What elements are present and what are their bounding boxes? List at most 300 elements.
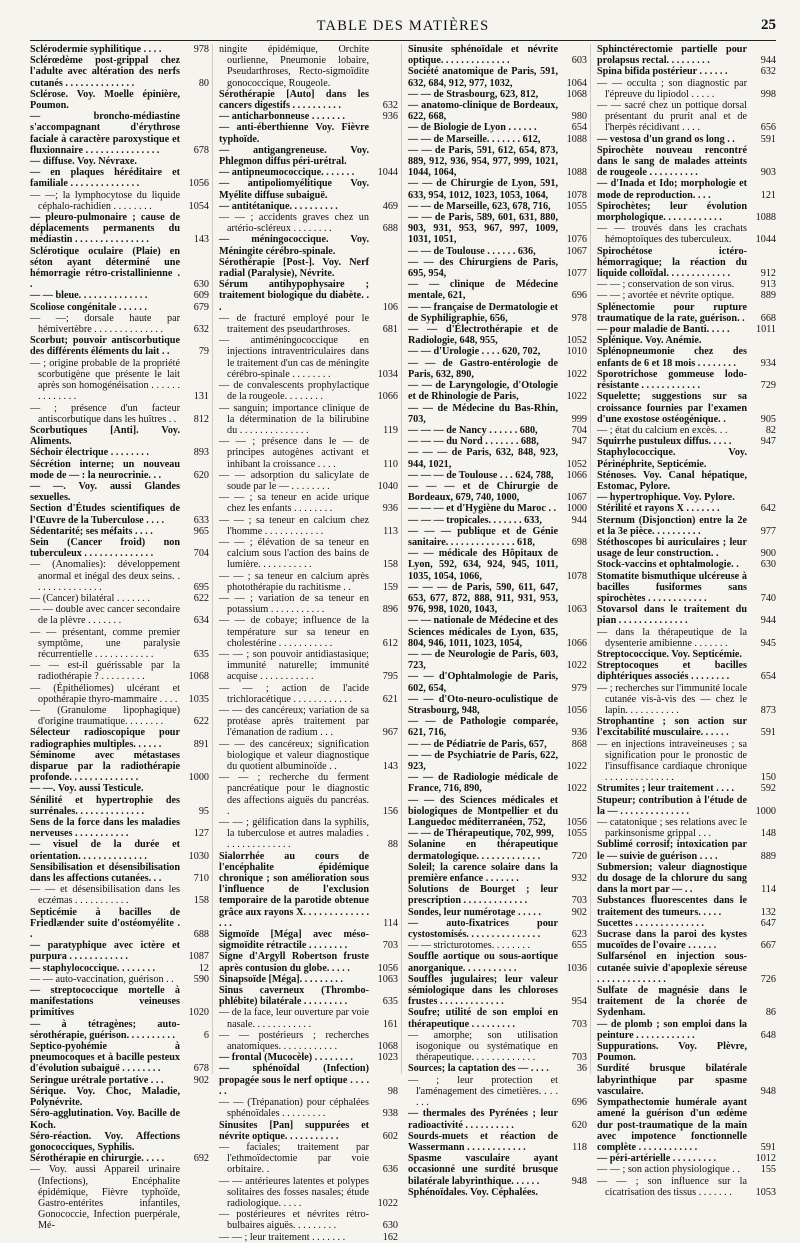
entry-page-ref: 893	[193, 447, 209, 459]
entry-page-ref: 622	[193, 716, 209, 728]
entry-text: — — de Neurologie de Paris, 603, 723,	[408, 648, 558, 672]
entry-page-ref: 938	[382, 1108, 398, 1120]
entry-text: — — ; son influence sur la cicatrisation des tissus . . . . . . .	[597, 1175, 747, 1198]
index-entry	[597, 201, 776, 223]
entry-text: Séchoir électrique . . . . . . . .	[30, 447, 149, 459]
index-entry	[597, 246, 776, 280]
index-entry	[408, 212, 587, 246]
entry-text: Sélecteur radioscopique pour radiographies multiples. . . . . .	[30, 727, 180, 750]
index-entry	[30, 481, 209, 503]
entry-text: — — de Chirurgie de Lyon, 591, 633, 954, 1012, 1023, 1053, 1064,	[408, 178, 558, 201]
entry-text: Sphénoïdales. Voy. Céphalées.	[408, 1186, 538, 1198]
index-entry	[597, 1019, 776, 1041]
entry-page-ref: 703	[571, 1052, 587, 1064]
index-entry	[597, 985, 776, 1019]
entry-text: Spirochète nouveau rencontré dans le sang de malades atteints de rougeole . . . . . . . . . .	[597, 144, 747, 179]
index-entry	[597, 649, 776, 660]
entry-text: Sialorrhée au cours de l'encéphalite épidémique chronique ; son amélioration sous l'influence de l'exclusion temporaire de la parotide obtenue grâce aux rayons X. . . . . . . . . . . . . . . .	[219, 850, 369, 929]
index-entry	[219, 212, 398, 234]
index-entry	[30, 1108, 209, 1130]
entry-page-ref: 1056	[566, 817, 587, 829]
index-entry	[408, 178, 587, 200]
entry-text: Solutions de Bourget ; leur prescription . . . . . . . . . . . . .	[408, 884, 558, 907]
entry-page-ref: 121	[760, 189, 776, 201]
index-entry	[408, 772, 587, 794]
entry-text: Stupeur; contribution à l'étude de la — . . . . . . . . . . . . . .	[597, 794, 747, 817]
entry-text: — pleuro-pulmonaire ; cause de déplacements permanents du médiastin . . . . . . . . . . . . . . .	[30, 212, 180, 246]
index-column-2	[219, 44, 402, 1243]
index-entry	[30, 190, 209, 212]
index-entry	[219, 335, 398, 380]
entry-page-ref: 900	[760, 548, 776, 560]
entry-text: — de Biologie de Lyon . . . . . .	[408, 122, 537, 134]
entry-page-ref: 654	[571, 122, 587, 134]
index-entry	[597, 929, 776, 951]
entry-page-ref: 88	[387, 839, 398, 851]
entry-page-ref: 999	[571, 413, 587, 425]
entry-page-ref: 591	[760, 727, 776, 739]
entry-text: — — de cobaye; influence de la température sur sa teneur en cholestérine . . . . . . . . . . .	[219, 615, 369, 649]
entry-page-ref: 905	[760, 413, 776, 425]
entry-text: Splénectomie pour rupture traumatique de la rate, guérison. .	[597, 301, 747, 324]
index-entry	[219, 1007, 398, 1029]
entry-text: — faciales; traitement par l'ethmoïdectomie par voie orbitaire. .	[219, 1141, 369, 1176]
entry-page-ref: 947	[760, 436, 776, 448]
entry-page-ref: 155	[760, 1164, 776, 1176]
entry-text: — méningococcique. Voy. Méningite cérébro-spinale.	[219, 234, 369, 257]
entry-text: — visuel de la durée et orientation. . . . . . . . . . . . . .	[30, 839, 180, 862]
index-entry	[219, 974, 398, 985]
entry-text: — antipneumococcique. . . . . . .	[219, 167, 355, 179]
entry-text: — anti-éberthienne Voy. Fièvre typhoïde.	[219, 122, 369, 145]
entry-text: Sulfate de magnésie dans le traitement de la chorée de Sydenham.	[597, 985, 747, 1019]
entry-text: — à tétragènes; auto-sérothérapie, guérison. . . . . . . . . .	[30, 1018, 180, 1041]
index-entry	[30, 1086, 209, 1108]
entry-page-ref: 1000	[566, 503, 587, 515]
entry-text: — ; leur protection et l'aménagement des cimetières. . . . . . .	[408, 1074, 558, 1109]
entry-page-ref: 729	[760, 380, 776, 392]
entry-page-ref: 932	[571, 873, 587, 885]
entry-page-ref: 979	[571, 682, 587, 694]
entry-text: — — des cancéreux; signification biologique et valeur diagnostique du quotient albuminoïde . .	[219, 738, 369, 772]
entry-page-ref: 720	[571, 850, 587, 862]
index-entry	[408, 716, 587, 738]
index-entry	[408, 526, 587, 548]
entry-page-ref: 1022	[566, 368, 587, 380]
entry-text: — — de Gastro-entérologie de Paris, 632, 890,	[408, 357, 558, 380]
index-entry	[597, 839, 776, 861]
index-entry	[597, 279, 776, 290]
entry-text: — péri-artérielle . . . . . . . . .	[597, 1153, 717, 1165]
index-entry	[30, 660, 209, 682]
entry-text: Souffles jugulaires; leur valeur sémiologique dans les chloroses frustes . . . . . . . . . . . . .	[408, 973, 558, 1008]
entry-text: Sources; la captation des — . . . .	[408, 1063, 549, 1075]
entry-text: — streptococcique mortelle à manifestations veineuses primitives	[30, 985, 180, 1019]
index-entry	[219, 649, 398, 683]
entry-page-ref: 127	[193, 828, 209, 840]
entry-text: — — des Sciences médicales et biologiques de Montpellier et du Languedoc méditerranéen, 752,	[408, 794, 558, 829]
index-entry	[597, 436, 776, 447]
index-entry	[219, 615, 398, 649]
index-entry	[219, 111, 398, 122]
index-entry	[30, 459, 209, 481]
entry-page-ref: 630	[760, 559, 776, 571]
entry-text: Submersion; valeur diagnostique du dosage de la chlorure du sang dans la mort par — . .	[597, 861, 747, 896]
entry-text: — — de Laryngologie, d'Otologie et de Rhinologie de Paris,	[408, 380, 558, 403]
entry-page-ref: 688	[193, 929, 209, 941]
entry-text: — thermales des Pyrénées ; leur radioactivité . . . . . . . . . .	[408, 1108, 558, 1131]
entry-page-ref: 947	[571, 436, 587, 448]
entry-page-ref: 159	[382, 581, 398, 593]
index-entry	[30, 683, 209, 705]
entry-text: Scoliose congénitale . . . . . .	[30, 301, 147, 313]
entry-text: Septicémie à bacilles de Friedlænder suite d'ostéomyélite . .	[30, 906, 180, 941]
entry-text: — — de Strasbourg, 623, 812,	[408, 88, 539, 100]
index-entry	[219, 44, 398, 89]
entry-text: Sérothérapie en chirurgie. . . . .	[30, 1153, 165, 1165]
index-entry	[597, 918, 776, 929]
entry-page-ref: 692	[193, 1153, 209, 1165]
entry-text: — — — et de Chirurgie de Bordeaux, 679, 740, 1000,	[408, 480, 558, 504]
entry-text: Sinusites [Pan] suppurées et névrite optique. . . . . . . . . . .	[219, 1119, 369, 1142]
entry-text: Sourds-muets et réaction de Wassermann . . . . . . . . . . . .	[408, 1130, 558, 1153]
entry-text: Splénopneumonie chez des enfants de 6 et 18 mois . . . . . . . .	[597, 346, 747, 369]
entry-page-ref: 609	[193, 290, 209, 302]
entry-text: Seringue urétrale portative . . .	[30, 1074, 164, 1086]
index-entry	[408, 1075, 587, 1109]
index-entry	[30, 559, 209, 593]
index-entry	[219, 380, 398, 402]
entry-page-ref: 79	[198, 346, 209, 358]
index-entry	[30, 156, 209, 167]
entry-page-ref: 1044	[755, 234, 776, 246]
entry-text: Septico-pyohémie à pneumocoques et à bacille pesteux d'évolution subaiguë . . . . . . . .	[30, 1041, 180, 1075]
entry-page-ref: 681	[382, 324, 398, 336]
entry-text: — — de Marseille. . . . . . . 612,	[408, 133, 541, 145]
entry-page-ref: 678	[193, 1063, 209, 1075]
index-column-1	[30, 44, 213, 1232]
entry-page-ref: 156	[382, 805, 398, 817]
entry-text: — — d'Oto-neuro-oculistique de Strasbourg, 948,	[408, 693, 558, 716]
entry-text: — (Épithéliomes) ulcérant et opothérapie thyro-mammaire . . . .	[30, 682, 180, 705]
index-entry	[408, 515, 587, 526]
entry-text: Sigmoïde [Méga] avec méso-sigmoïdite rétractile . . . . . . . .	[219, 929, 369, 952]
entry-text: — — d'Urologie . . . . 620, 702,	[408, 346, 541, 358]
entry-page-ref: 80	[198, 77, 209, 89]
entry-page-ref: 944	[760, 615, 776, 627]
entry-text: — — d'Ophtalmologie de Paris, 602, 654,	[408, 671, 558, 694]
entry-text: — — ; action de l'acide trichloracétique . . . . . . . . . . . .	[219, 682, 369, 705]
index-entry	[597, 895, 776, 917]
index-entry	[30, 1075, 209, 1086]
entry-text: — — — de Toulouse . . . 624, 788,	[408, 469, 554, 481]
index-entry	[597, 134, 776, 145]
index-entry	[219, 313, 398, 335]
entry-text: — — — du Nord . . . . . . . 688,	[408, 436, 539, 448]
entry-text: — — de Médecine du Bas-Rhin, 703,	[408, 402, 558, 425]
entry-text: — — ; sa teneur en calcium chez l'homme . . . . . . . . . . . .	[219, 514, 369, 537]
entry-page-ref: 1055	[566, 200, 587, 212]
entry-page-ref: 1077	[566, 268, 587, 280]
entry-page-ref: 696	[571, 290, 587, 302]
entry-text: — — de Toulouse . . . . . . 636,	[408, 245, 536, 257]
index-entry	[30, 212, 209, 246]
entry-page-ref: 1022	[566, 660, 587, 672]
entry-page-ref: 634	[193, 615, 209, 627]
entry-page-ref: 12	[198, 962, 209, 974]
index-entry	[219, 201, 398, 212]
index-entry	[219, 436, 398, 470]
entry-page-ref: 98	[387, 1085, 398, 1097]
index-entry	[30, 839, 209, 861]
entry-page-ref: 980	[571, 111, 587, 123]
entry-page-ref: 903	[760, 167, 776, 179]
entry-text: — amorphe; son utilisation isogonique ou systématique en thérapeutique. . . . . . . . . . . . .	[408, 1029, 558, 1064]
index-entry	[30, 1019, 209, 1041]
entry-text: — — des cancéreux; variation de sa protéase après traitement par l'émanation de radium . . .	[219, 704, 369, 739]
entry-text: — auto-fixatrices pour cystostomisés. . . . . . . . . . . . . . .	[408, 917, 558, 941]
entry-page-ref: 95	[198, 805, 209, 817]
entry-page-ref: 967	[382, 727, 398, 739]
entry-text: — de plomb ; son emploi dans la peinture . . . . . . . . . . . .	[597, 1018, 747, 1041]
entry-page-ref: 1064	[566, 77, 587, 89]
entry-text: — dans la thérapeutique de la dysenterie amibienne . . . . . . .	[597, 626, 747, 649]
entry-page-ref: 469	[382, 200, 398, 212]
entry-text: — — et désensibilisation dans les eczémas . . . . . . . . . . .	[30, 884, 180, 907]
index-entry	[30, 783, 209, 794]
entry-text: — — ; son pouvoir antidiastasique; immunité naturelle; immunité acquise . . . . . . . . . . .	[219, 648, 369, 683]
entry-text: Sympathectomie humérale ayant amené la guérison d'un œdème dur post-traumatique de la main avec impotence fonctionnelle complète . . . . . . . . . . . .	[597, 1097, 747, 1153]
index-entry	[30, 89, 209, 111]
entry-text: — anticharbonneuse . . . . . . .	[219, 111, 345, 123]
index-entry	[597, 627, 776, 649]
entry-page-ref: 740	[760, 592, 776, 604]
entry-page-ref: 795	[382, 671, 398, 683]
index-entry	[219, 537, 398, 571]
entry-page-ref: 612	[382, 637, 398, 649]
entry-text: Séro-réaction. Voy. Affections gonococciques, Syphilis.	[30, 1130, 180, 1153]
entry-page-ref: 1068	[377, 1041, 398, 1053]
index-entry	[408, 470, 587, 481]
entry-text: Sublimé corrosif; intoxication par le — suivie de guérison . . . .	[597, 839, 747, 862]
entry-text: — — ; élévation de sa teneur en calcium sous l'action des bains de lumière. . . . . . . . . . .	[219, 536, 369, 571]
entry-page-ref: 119	[383, 424, 398, 436]
index-entry	[408, 346, 587, 357]
entry-page-ref: 1044	[377, 167, 398, 179]
index-entry	[597, 739, 776, 784]
entry-page-ref: 161	[382, 1018, 398, 1030]
entry-text: Société anatomique de Paris, 591, 632, 684, 912, 977, 1032,	[408, 66, 558, 89]
entry-text: — — ; sa teneur en calcium après photothérapie du rachitisme . .	[219, 570, 369, 593]
entry-text: — — nationale de Médecine et des Sciences médicales de Lyon, 635, 804, 946, 1011, 1023, 1054,	[408, 615, 558, 649]
index-entry	[597, 492, 776, 503]
index-entry	[597, 302, 776, 324]
entry-text: — catatonique ; ses relations avec le parkinsonisme grippal . . .	[597, 817, 747, 840]
entry-text: — — ; recherche du ferment pancréatique pour le diagnostic des affections aiguës du pancréas. .	[219, 772, 369, 817]
entry-text: — en injections intraveineuses ; sa signification pour le pronostic de l'insuffisance cardiaque chronique . . . . . . . . . . . . . .	[597, 738, 747, 784]
index-entry	[30, 290, 209, 301]
entry-page-ref: 114	[383, 917, 398, 929]
index-entry	[408, 481, 587, 503]
index-entry	[219, 178, 398, 200]
index-entry	[408, 750, 587, 772]
entry-text: Sulfarsénol en injection sous-cutanée suivie d'apoplexie séreuse . . . . . . . . . . . . . .	[597, 951, 747, 985]
entry-text: — paratyphique avec ictère et purpura . . . . . . . . . . . .	[30, 940, 180, 963]
entry-text: Souffle aortique ou sous-aortique anorganique. . . . . . . . . . .	[408, 951, 558, 974]
index-entry	[30, 817, 209, 839]
entry-page-ref: 630	[193, 279, 209, 291]
entry-text: Sternum (Disjonction) entre la 2e et la 3e pièce. . . . . . . . . .	[597, 514, 747, 537]
entry-page-ref: 891	[193, 738, 209, 750]
index-entry	[219, 1142, 398, 1176]
entry-page-ref: 143	[382, 761, 398, 772]
entry-page-ref: 591	[760, 1141, 776, 1153]
entry-page-ref: 936	[571, 727, 587, 739]
entry-text: Sérothérapie [Post-]. Voy. Nerf radial (Paralysie), Névrite.	[219, 256, 369, 280]
entry-text: Signe d'Argyll Robertson fruste après contusion du globe. . . . .	[219, 951, 369, 974]
index-entry	[219, 571, 398, 593]
entry-page-ref: 704	[193, 548, 209, 560]
index-entry	[30, 111, 209, 156]
entry-page-ref: 632	[382, 100, 398, 112]
entry-page-ref: 902	[193, 1074, 209, 1086]
entry-page-ref: 978	[193, 44, 209, 55]
index-entry	[30, 985, 209, 1019]
entry-text: — — sacré chez un pottique dorsal présentant du prurit anal et de l'herpès récidivant . . . .	[597, 100, 747, 134]
index-entry	[408, 918, 587, 940]
entry-page-ref: 1078	[566, 189, 587, 201]
index-entry	[408, 122, 587, 133]
entry-text: Streptococcique. Voy. Septicémie.	[597, 648, 742, 660]
entry-page-ref: 1022	[566, 783, 587, 795]
index-entry	[408, 279, 587, 301]
entry-text: — — de Paris, 591, 612, 654, 873, 889, 912, 936, 954, 977, 999, 1021, 1044, 1064,	[408, 144, 558, 179]
entry-text: — — occulta ; son diagnostic par l'épreuve du lipiodol . . . . .	[597, 77, 747, 100]
entry-page-ref: 602	[382, 1130, 398, 1142]
index-entry	[408, 951, 587, 973]
entry-text: — — d'Électrothérapie et de Radiologie, 648, 955,	[408, 324, 558, 347]
entry-text: Substances fluorescentes dans le traitement des tumeurs. . . . .	[597, 895, 747, 918]
index-entry	[597, 290, 776, 301]
entry-text: Soufre; utilité de son emploi en thérapeutique . . . . . . . . .	[408, 1007, 558, 1030]
index-entry	[219, 257, 398, 279]
entry-page-ref: 635	[193, 648, 209, 660]
entry-text: — (Anomalies): développement anormal et inégal des deux seins. . . . . . . . . . . . . . .	[30, 559, 180, 593]
entry-text: — —; dorsale haute par hémivertèbre . . . . . . . . . . . . . .	[30, 312, 180, 336]
index-entry	[30, 627, 209, 661]
index-entry	[30, 940, 209, 962]
entry-page-ref: 106	[382, 301, 398, 313]
index-entry	[408, 694, 587, 716]
entry-page-ref: 1078	[566, 570, 587, 582]
entry-page-ref: 1036	[566, 962, 587, 974]
entry-page-ref: 934	[760, 357, 776, 369]
index-entry	[408, 974, 587, 1008]
index-entry	[408, 884, 587, 906]
index-entry	[408, 907, 587, 918]
index-entry	[597, 817, 776, 839]
entry-page-ref: 1011	[756, 324, 776, 336]
entry-text: Streptocoques et bacilles diphtériques associés . . . . . . . .	[597, 660, 747, 683]
entry-text: — — ; présence dans le — de principes autogènes activant et inhibant la croissance . . . .	[219, 436, 369, 470]
entry-text: — de la face, leur ouverture par voie nasale. . . . . . . . . . . .	[219, 1007, 369, 1030]
entry-text: — — antérieures latentes et polypes solitaires des fosses nasales; étude radiologique. . . . .	[219, 1175, 369, 1209]
entry-text: — ; recherches sur l'immunité locale cutanée vis-à-vis des — chez le lapin. . . . . . . . . . .	[597, 682, 747, 716]
entry-page-ref: 1022	[566, 391, 587, 403]
index-entry	[30, 862, 209, 884]
entry-page-ref: 944	[760, 55, 776, 67]
index-entry	[597, 795, 776, 817]
entry-page-ref: 667	[760, 940, 776, 952]
entry-text: — — ; son action physiologique . .	[597, 1164, 740, 1176]
index-entry	[597, 1097, 776, 1153]
entry-text: Sérothérapie [Auto] dans les cancers digestifs . . . . . . . . . .	[219, 88, 369, 112]
index-column-3	[408, 44, 591, 1198]
entry-text: — pour maladie de Banti. . . . .	[597, 324, 730, 336]
entry-page-ref: 1040	[377, 480, 398, 492]
index-entry	[597, 44, 776, 66]
entry-text: — — double avec cancer secondaire de la plèvre . . . . . . .	[30, 604, 180, 627]
entry-page-ref: 936	[382, 111, 398, 123]
index-entry	[408, 1030, 587, 1064]
entry-text: — — de Radiologie médicale de France, 716, 890,	[408, 772, 558, 795]
entry-text: — — ; gélification dans la syphilis, la tuberculose et autres maladies . . . . . . . . . . . . . .	[219, 817, 369, 851]
entry-text: Section d'Études scientifiques de l'Œuvre de la Tuberculose . . . .	[30, 503, 180, 526]
entry-text: — — (Trépanation) pour céphalées sphénoïdales . . . . . . . . .	[219, 1097, 369, 1120]
entry-text: — sphénoïdal (Infection) propagée sous le nerf optique . . . . . .	[219, 1063, 369, 1097]
index-entry	[408, 246, 587, 257]
entry-text: — staphylococcique. . . . . . . .	[30, 962, 156, 974]
entry-page-ref: 131	[193, 391, 209, 403]
index-entry	[219, 1120, 398, 1142]
entry-page-ref: 1053	[755, 1186, 776, 1198]
index-entry	[408, 44, 587, 66]
index-entry	[597, 1063, 776, 1097]
index-entry	[597, 346, 776, 368]
entry-page-ref: 1063	[566, 604, 587, 616]
entry-text: — de fracturé employé pour le traitement des pseudarthroses.	[219, 312, 369, 336]
index-entry	[408, 302, 587, 324]
entry-text: Sphinctérectomie partielle pour prolapsus rectal. . . . . . . . .	[597, 44, 747, 67]
entry-page-ref: 977	[760, 525, 776, 537]
index-entry	[597, 425, 776, 436]
index-entry	[219, 817, 398, 851]
entry-page-ref: 1076	[566, 234, 587, 246]
page-header	[30, 14, 776, 41]
entry-page-ref: 965	[193, 525, 209, 537]
entry-text: Spasme vasculaire ayant occasionné une surdité brusque bilatérale labyrinthique. . . . . .	[408, 1153, 558, 1187]
entry-text: Sucettes . . . . . . . . . . . . . .	[597, 917, 704, 929]
index-entry	[219, 279, 398, 313]
index-entry	[219, 145, 398, 167]
index-entry	[219, 470, 398, 492]
index-entry	[30, 425, 209, 447]
entry-text: — — ; variation de sa teneur en potassium . . . . . . . . . . .	[219, 592, 369, 616]
entry-text: Sens de la force dans les maladies nerveuses . . . . . . . . . . .	[30, 817, 180, 840]
entry-text: — antiméningococcique en injections intraventriculaires dans le traitement d'un cas de méningite cérébro-spinale . . . . . . . .	[219, 335, 369, 380]
index-entry	[597, 1041, 776, 1063]
entry-page-ref: 948	[571, 1175, 587, 1187]
entry-page-ref: 998	[760, 88, 776, 100]
index-entry	[597, 66, 776, 77]
index-entry	[30, 963, 209, 974]
entry-text: — — est-il guérissable par la radiothérapie ? . . . . . . . . .	[30, 660, 180, 683]
entry-text: — de convalescents prophylactique de la rougeole. . . . . . . .	[219, 380, 369, 403]
running-title: TABLE DES MATIÈRES	[316, 18, 490, 34]
entry-text: Sclérodermie syphilitique . . . .	[30, 44, 162, 55]
entry-text: — ; état du calcium en excès. . .	[597, 424, 728, 436]
index-entry	[597, 324, 776, 335]
